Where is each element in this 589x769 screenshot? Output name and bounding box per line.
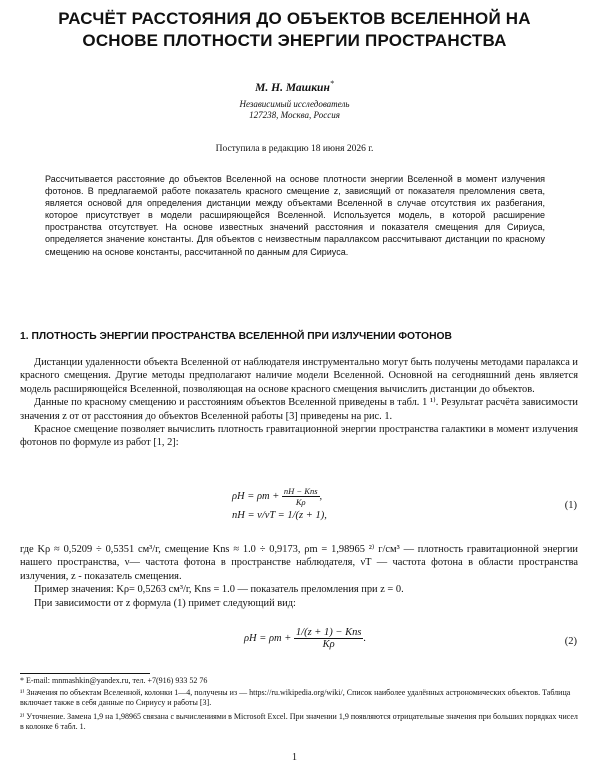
- equation-1-line-2: nH = ν/νT = 1/(z + 1),: [232, 510, 327, 521]
- equation-2-lhs: ρH = ρm +: [244, 632, 292, 644]
- page-number: 1: [292, 752, 297, 763]
- affiliation-line-1: Независимый исследователь: [239, 99, 350, 109]
- author: [0, 79, 589, 94]
- equation-1-denominator: Kρ: [295, 497, 306, 507]
- author-name: М. Н. Машкин: [255, 81, 330, 94]
- title-line-1: РАСЧЁТ РАССТОЯНИЯ ДО ОБЪЕКТОВ ВСЕЛЕННОЙ НА: [58, 9, 531, 28]
- equation-1-fraction: [282, 486, 320, 507]
- title-line-2: ОСНОВЕ ПЛОТНОСТИ ЭНЕРГИИ ПРОСТРАНСТВА: [82, 31, 507, 50]
- equation-2-number: (2): [564, 636, 577, 647]
- footnote-email: * E-mail: mnmashkin@yandex.ru, тел. +7(916) 933 52 76: [20, 676, 208, 685]
- paragraph-4: где Kρ ≈ 0,5209 ÷ 0,5351 см³/г, смещение Kns ≈ 1.0 ÷ 0,9173, ρm = 1,98965 ²⁾ г/см³ — плотность гравитационной энергии нашего пространства, ν— частота фотона в пространстве наблюдателя, νT — частота фотона в области пространства излучения, z - показатель смещения.: [20, 544, 578, 582]
- equation-2: ρH = ρm + $\frac{\text{1/(z + 1) − Kns}}{K\rho}$ .: [244, 627, 367, 650]
- affiliation-line-2: 127238, Москва, Россия: [249, 110, 340, 120]
- equation-2-denominator: Kρ: [322, 639, 335, 650]
- equation-1-numerator: nH − Kns: [283, 486, 318, 496]
- section-heading: 1. ПЛОТНОСТЬ ЭНЕРГИИ ПРОСТРАНСТВА ВСЕЛЕННОЙ ПРИ ИЗЛУЧЕНИИ ФОТОНОВ: [20, 331, 452, 342]
- paragraph-5: Пример значения: Kρ= 0,5263 см³/г, Kns = 1.0 — показатель преломления при z = 0.: [34, 584, 404, 596]
- author-footnote-mark: *: [329, 79, 334, 88]
- paragraph-1: Дистанции удаленности объекта Вселенной от наблюдателя инструментально могут быть получены методами паралакса и красного смещения. Другие методы предполагают наличие модели Вселенной. Основной на сегодняшний день является модель расширяющейся Вселенной, позволяющая на основе красного смещения вычислить дистанции до объектов.: [20, 357, 578, 395]
- body-text-top: [20, 356, 578, 450]
- footnote-1: ¹⁾ Значения по объектам Вселенной, колонки 1—4, получены из — https://ru.wikipedia.org/wiki/, Список наиболее удалённых астрономических объектов. Таблица включает также в себя данные по Сириусу и работы [3].: [20, 688, 571, 707]
- equation-2-numerator: 1/(z + 1) − Kns: [295, 627, 362, 638]
- paragraph-2: Данные по красному смещению и расстояниям объектов Вселенной приведены в табл. 1 ¹⁾. Результат расчёта зависимости значения z от от расстояния до объектов Вселенной работы [3] приведены на рис. 1.: [20, 397, 578, 422]
- equation-1-line-1: ρH = ρm + $\frac{\text{nH − Kns}}{K\rho}$ ,: [232, 486, 323, 507]
- body-text-middle: [20, 543, 578, 610]
- paragraph-6: При зависимости от z формула (1) примет следующий вид:: [34, 597, 296, 609]
- received-date: Поступила в редакцию 18 июня 2026 г.: [215, 144, 374, 154]
- equation-1-lhs: ρH = ρm +: [232, 490, 280, 502]
- equation-1-number: (1): [564, 500, 577, 511]
- paper-title: [20, 8, 569, 52]
- affiliation: [0, 99, 589, 121]
- abstract: Рассчитывается расстояние до объектов Вселенной на основе плотности энергии Вселенной в момент излучения фотонов. В предлагаемой работе показатель красного смещение z, зависящий от показателя преломления света, является основой для определения дистанции между объектами Вселенной в случае отсутствия их разбегания, которое присутствует в модели расширяющейся Вселенной. Используется модель, в которой расширение пространства отсутствует. На основе известных значений расстояния и показателя смещения для Сириуса, определяется значение константы. Для объектов с неизвестным параллаксом рассчитывают дистанции по красному смещению на основе константы, рассчитанной по данным для Сириуса.: [45, 174, 545, 257]
- paragraph-3: Красное смещение позволяет вычислить плотность гравитационной энергии пространства галактики в момент излучения фотонов по формуле из работ [1, 2]:: [20, 424, 578, 449]
- footnote-rule: [20, 673, 150, 674]
- equation-2-fraction: [294, 627, 364, 650]
- footnote-2: ²⁾ Уточнение. Замена 1,9 на 1,98965 связана с вычислениями в Microsoft Excel. При значении 1,9 появляются отрицательные значения при больших порядках чисел в колонке 6 табл. 1.: [20, 712, 578, 731]
